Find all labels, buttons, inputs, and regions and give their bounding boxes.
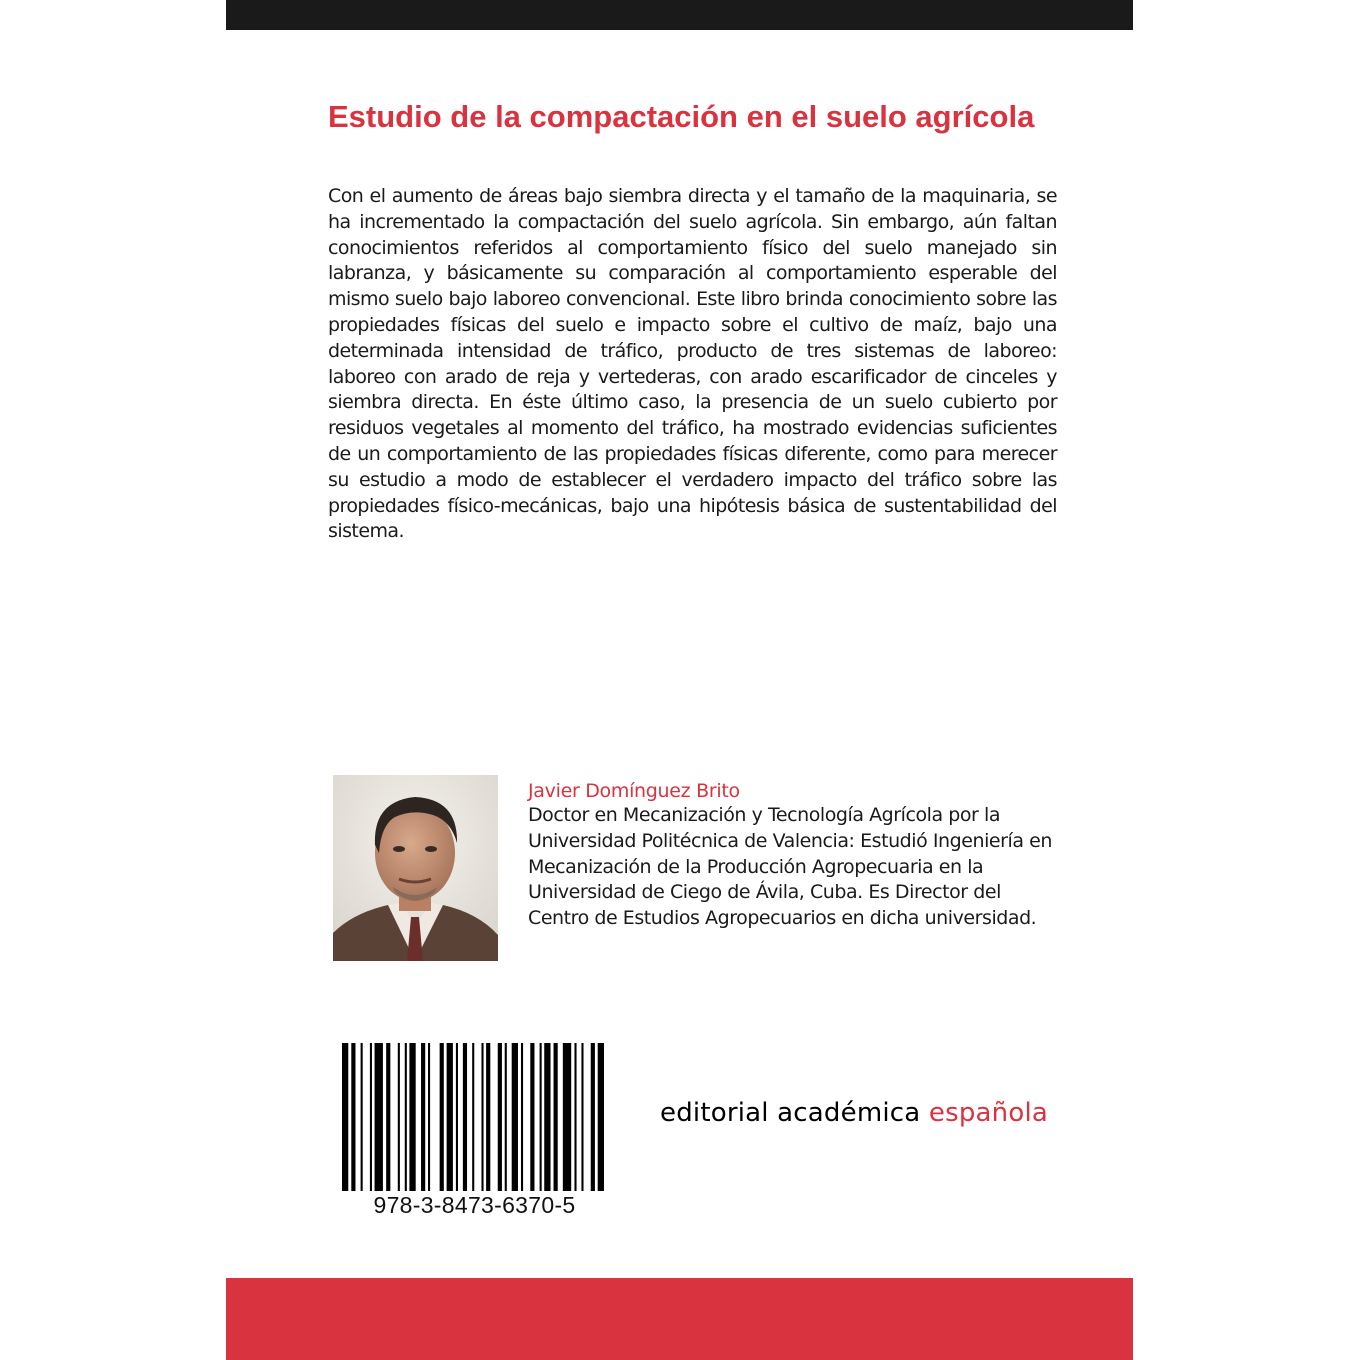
barcode-bar (351, 1043, 355, 1191)
barcode-bar (591, 1043, 595, 1191)
barcode-bar (530, 1043, 534, 1191)
barcode-bar (563, 1043, 571, 1191)
barcode-bar (581, 1043, 583, 1191)
author-bio: Doctor en Mecanización y Tecnología Agrícola por la Universidad Politécnica de Valencia: Estudió Ingeniería en Mecanización de la Producción Agropecuaria en la Universidad de Ciego de Ávila, Cuba. Es Director del Centro de Estudios Agropecuarios en dicha universidad. (528, 804, 1052, 930)
barcode-bar (574, 1043, 576, 1191)
barcode-bar (598, 1043, 604, 1191)
barcode-bar (472, 1043, 474, 1191)
publisher-name (660, 1093, 1048, 1133)
barcode-bar (505, 1043, 507, 1191)
author-photo (333, 775, 498, 961)
barcode-bars (342, 1043, 607, 1191)
barcode-bar (421, 1043, 425, 1191)
publisher-name-main: editorial académica (660, 1098, 921, 1128)
book-blurb: Con el aumento de áreas bajo siembra directa y el tamaño de la maquinaria, se ha incrementado la compactación del suelo agrícola. Sin embargo, aún faltan conocimientos referidos al comportamiento físico del suelo manejado sin labranza, y básicamente su comparación al comportamiento esperable del mismo suelo bajo laboreo convencional. Este libro brinda conocimiento sobre las propiedades físicas del suelo e impacto sobre el cultivo de maíz, bajo una determinada intensidad de tráfico, producto de tres sistemas de laboreo: laboreo con arado de reja y vertederas, con arado escarificador de cinceles y siembra directa. En éste último caso, la presencia de un suelo cubierto por residuos vegetales al momento del tráfico, ha mostrado evidencias suficientes de un comportamiento de las propiedades físicas diferente, como para merecer su estudio a modo de establecer el verdadero impacto del tráfico sobre las propiedades físico-mecánicas, bajo una hipótesis básica de sustentabilidad del sistema. (328, 185, 1057, 543)
barcode-bar (498, 1043, 502, 1191)
barcode-bar (342, 1043, 348, 1191)
barcode-bar (409, 1043, 415, 1191)
barcode-bar (386, 1043, 390, 1191)
barcode-bar (486, 1043, 490, 1191)
author-name: Javier Domínguez Brito (528, 780, 740, 802)
barcode-bar (440, 1043, 444, 1191)
barcode-bar (554, 1043, 558, 1191)
barcode (342, 1043, 607, 1191)
barcode-bar (540, 1043, 542, 1191)
barcode-bar (398, 1043, 400, 1191)
barcode-bar (405, 1043, 407, 1191)
barcode-bar (456, 1043, 458, 1191)
bottom-band (226, 1278, 1133, 1360)
top-band (226, 0, 1133, 30)
barcode-bar (370, 1043, 372, 1191)
barcode-bar (428, 1043, 430, 1191)
barcode-bar (544, 1043, 550, 1191)
barcode-bar (512, 1043, 518, 1191)
publisher-name-accent: española (928, 1098, 1048, 1128)
barcode-bar (375, 1043, 383, 1191)
isbn-number: 978-3-8473-6370-5 (373, 1192, 576, 1218)
book-back-cover (226, 0, 1133, 1360)
barcode-bar (447, 1043, 453, 1191)
barcode-bar (481, 1043, 483, 1191)
book-title: Estudio de la compactación en el suelo agrícola (328, 99, 1035, 134)
barcode-bar (361, 1043, 363, 1191)
barcode-bar (521, 1043, 523, 1191)
barcode-bar (463, 1043, 467, 1191)
author-portrait-image (333, 775, 498, 961)
